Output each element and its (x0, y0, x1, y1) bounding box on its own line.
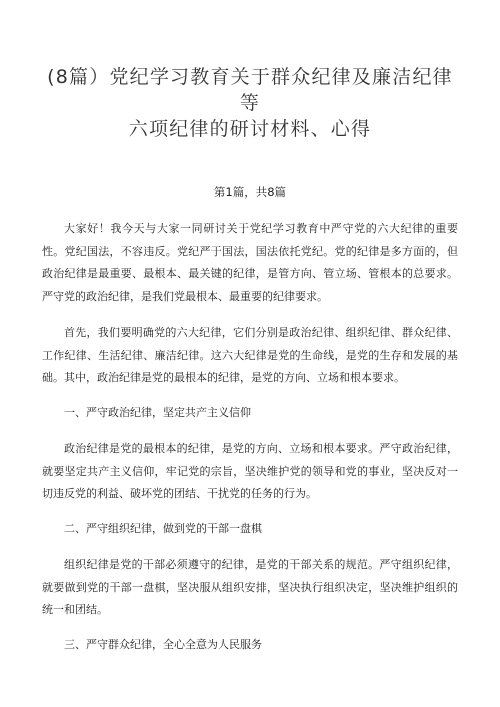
document-title (42, 64, 458, 142)
section-heading-organizational-discipline: 二、严守组织纪律，做到党的干部一盘棋 (64, 521, 262, 535)
section-heading-mass-discipline: 三、严守群众纪律，全心全意为人民服务 (64, 637, 262, 651)
paragraph-organizational-discipline: 组织纪律是党的干部必须遵守的纪律，是党的干部关系的规范。严守组织纪律，就要做到党的干部一盘棋，坚决服从组织安排，坚决执行组织决定，坚决维护组织的统一和团结。 (42, 558, 458, 616)
document-title-line-2: 六项纪律的研讨材料、心得 (128, 118, 372, 140)
paragraph-political-discipline: 政治纪律是党的最根本的纪律，是党的方向、立场和根本要求。严守政治纪律，就要坚定共产主义信仰，牢记党的宗旨，坚决维护党的领导和党的事业，坚决反对一切违反党的利益、破坏党的团结、干扰党的任务的行为。 (42, 442, 458, 500)
document-title-line-1: (8篇）党纪学习教育关于群众纪律及廉洁纪律等 (47, 66, 453, 114)
section-heading-political-discipline: 一、严守政治纪律，坚定共产主义信仰 (64, 405, 251, 419)
section-counter: 第1篇，共8篇 (213, 185, 287, 199)
paragraph-six-disciplines: 首先，我们要明确党的六大纪律，它们分别是政治纪律、组织纪律、群众纪律、工作纪律、生活纪律、廉洁纪律。这六大纪律是党的生命线，是党的生存和发展的基础。其中，政治纪律是党的最根本的纪律，是党的方向、立场和根本要求。 (42, 326, 458, 384)
paragraph-intro: 大家好！我今天与大家一同研讨关于党纪学习教育中严守党的六大纪律的重要性。党纪国法，不容违反。党纪严于国法，国法依托党纪。党的纪律是多方面的，但政治纪律是最重要、最根本、最关键的纪律，是管方向、管立场、管根本的总要求。严守党的政治纪律，是我们党最根本、最重要的纪律要求。 (42, 222, 458, 303)
